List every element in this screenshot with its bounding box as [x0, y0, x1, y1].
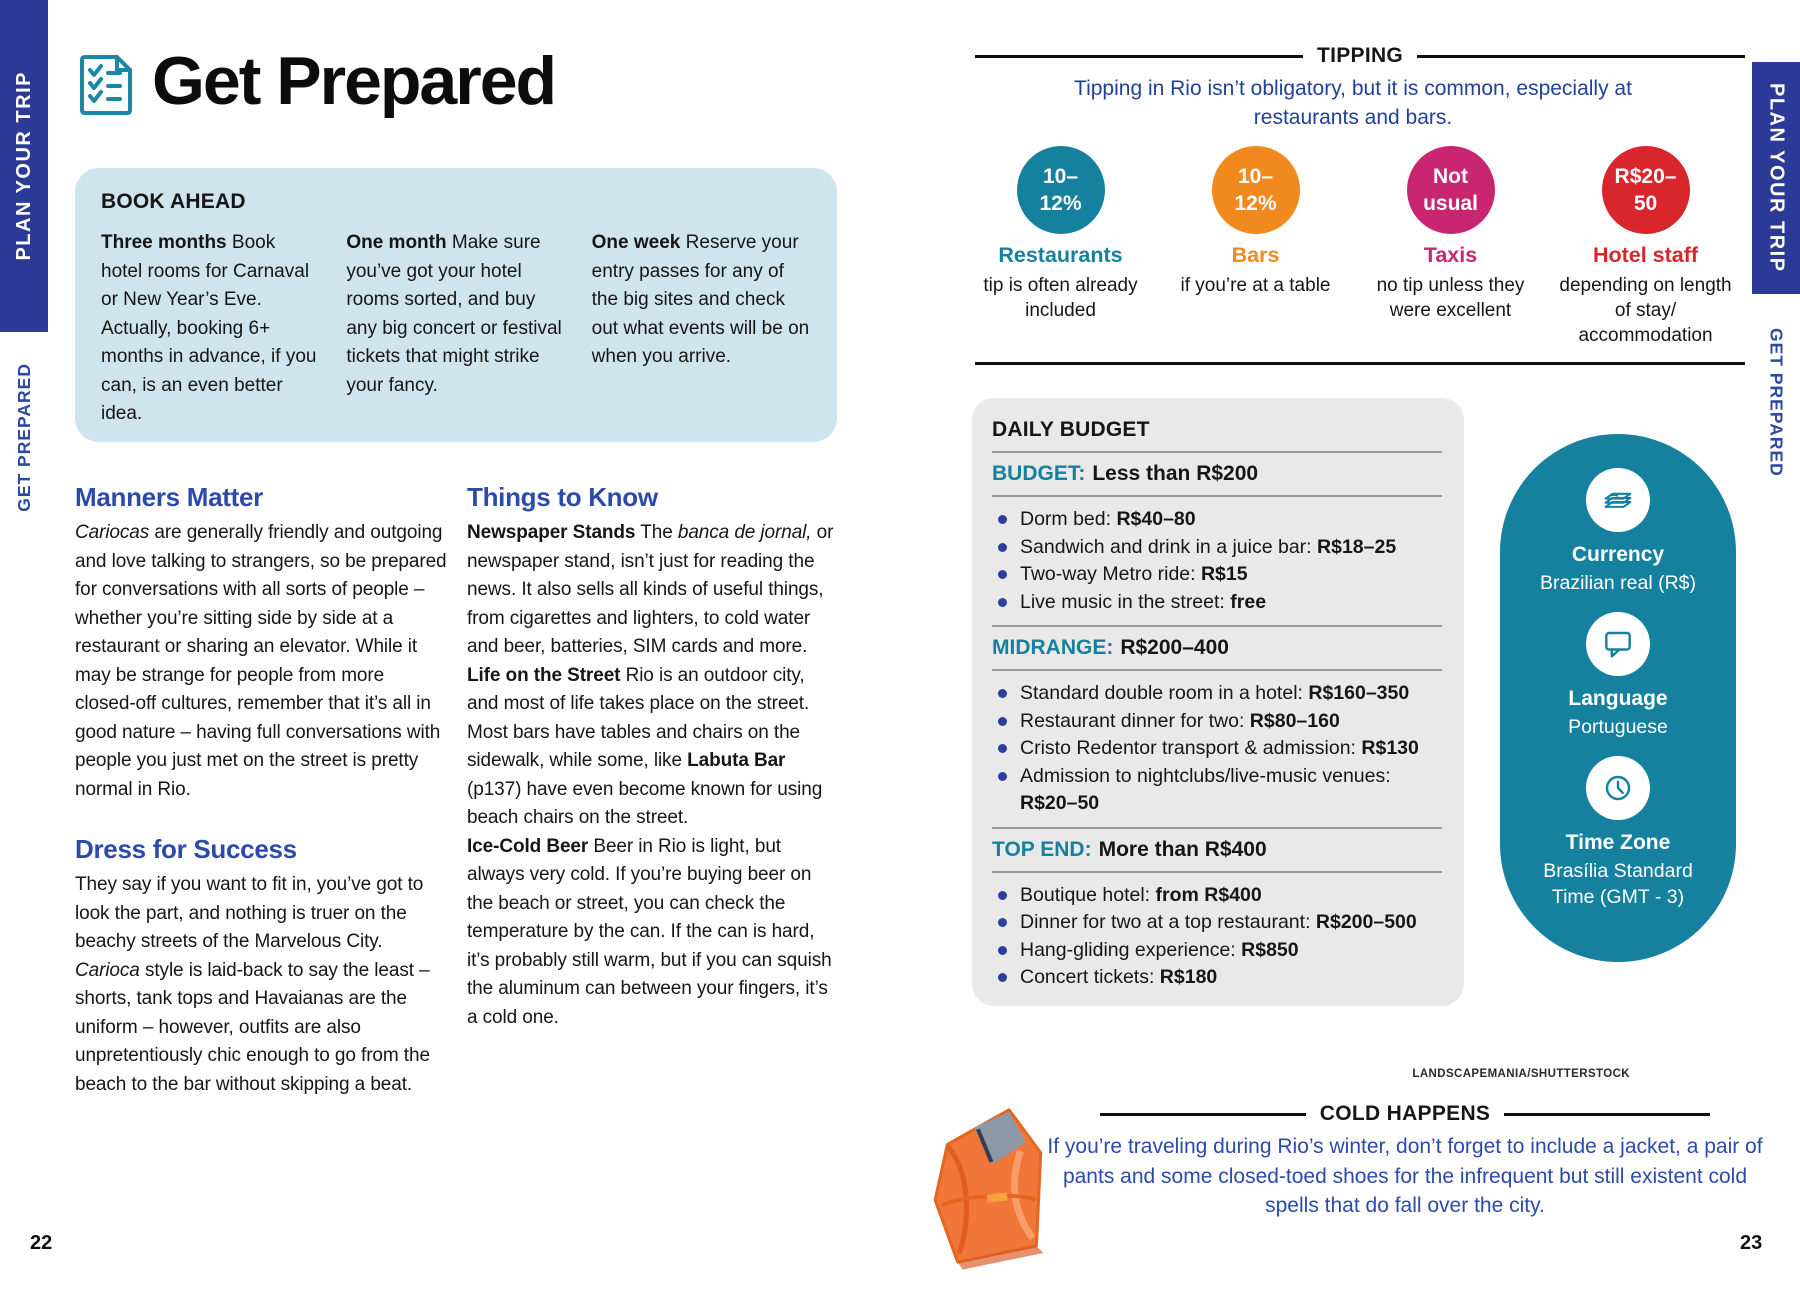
budget-tier-label: TOP END:	[992, 837, 1092, 861]
budget-item-text	[1020, 937, 1442, 965]
tipping-title: TIPPING	[1316, 44, 1404, 67]
budget-item-text	[1020, 589, 1442, 617]
budget-item-text	[1020, 909, 1442, 937]
budget-item	[992, 882, 1442, 910]
budget-rule	[992, 827, 1442, 829]
right-sidebar-band	[1752, 62, 1800, 294]
fact-time-zone	[1520, 756, 1716, 910]
tip-item-hotel-staff	[1548, 146, 1743, 348]
book-ahead-title: BOOK AHEAD	[101, 190, 246, 213]
tip-caption: tip is often already included	[983, 275, 1138, 321]
left-plan-your-trip-label: PLAN YOUR TRIP	[12, 71, 35, 261]
text-segment: or newspaper stand, isn’t just for reading the news. It also sells all kinds of useful things, from cigarettes and lighters, to cold water and beer, batteries, SIM cards and more.	[467, 522, 834, 657]
text-segment: R$160–350	[1308, 682, 1410, 704]
budget-item	[992, 763, 1442, 818]
text-segment: Live music in the street:	[1020, 590, 1231, 613]
text-segment: Three months	[101, 232, 227, 253]
text-segment: R$850	[1241, 938, 1299, 961]
budget-tier-range: Less than R$200	[1092, 462, 1259, 485]
text-segment: They say if you want to fit in, you’ve got to look the part, and nothing is truer on the beachy streets of the Marvelous City.	[75, 874, 424, 952]
tipping-rule-right	[1417, 55, 1745, 58]
budget-rule	[992, 451, 1442, 453]
text-segment: R$40–80	[1116, 508, 1196, 530]
book-ahead-columns	[101, 229, 811, 429]
budget-item-list	[992, 882, 1442, 992]
fact-language	[1520, 612, 1716, 740]
checklist-icon	[77, 52, 135, 123]
text-segment: One month	[346, 232, 447, 253]
fact-label: Time Zone	[1565, 831, 1671, 854]
things-to-know-column	[467, 482, 839, 1032]
fact-value: Portuguese	[1568, 716, 1668, 738]
tip-caption: no tip unless they were excellent	[1376, 275, 1525, 321]
speech-bubble-icon	[1596, 622, 1640, 666]
bullet-dot-icon	[998, 946, 1007, 955]
fact-label: Currency	[1571, 543, 1665, 566]
budget-item-text	[1020, 735, 1442, 763]
cold-happens-rule-right	[1504, 1113, 1710, 1116]
fact-icon-circle	[1586, 468, 1650, 532]
tipping-rule-left	[975, 55, 1303, 58]
budget-item	[992, 506, 1442, 534]
budget-item-text	[1020, 763, 1442, 818]
tip-amount-line: 10–	[1237, 165, 1274, 188]
text-segment: R$15	[1200, 563, 1248, 585]
text-segment: (p137) have even become known for using beach chairs on the street.	[467, 778, 823, 828]
text-segment: One week	[591, 232, 681, 253]
budget-tier-heading	[992, 838, 1442, 862]
book-ahead-column-2	[346, 229, 565, 429]
tip-caption: if you’re at a table	[1180, 275, 1331, 296]
budget-tier-range: More than R$400	[1098, 837, 1267, 861]
things-to-know-heading: Things to Know	[467, 482, 658, 512]
fact-icon-circle	[1586, 756, 1650, 820]
banknotes-icon	[1596, 478, 1640, 522]
budget-tier-label: MIDRANGE:	[992, 636, 1114, 659]
fact-value: Brasília Standard Time (GMT - 3)	[1543, 860, 1693, 908]
tip-amount-circle	[1407, 146, 1495, 234]
cold-happens-header	[1100, 1102, 1710, 1126]
daily-budget-box	[972, 398, 1464, 1006]
tipping-items	[963, 146, 1743, 348]
left-get-prepared-label-wrap	[0, 350, 48, 525]
budget-item	[992, 909, 1442, 937]
photo-credit: LANDSCAPEMANIA/SHUTTERSTOCK	[1412, 1068, 1630, 1080]
bullet-dot-icon	[998, 744, 1007, 753]
budget-rule	[992, 669, 1442, 671]
text-segment: style is laid-back to say the least – shorts, tank tops and Havaianas are the uniform – however, outfits are also unpretentiously chic enough to go from the beach to the bar without skipping a beat.	[75, 959, 430, 1095]
text-segment: Standard double room in a hotel:	[1020, 682, 1309, 704]
budget-item-text	[1020, 882, 1442, 910]
tipping-divider	[975, 362, 1745, 365]
text-segment: The	[635, 522, 678, 543]
text-segment: Dorm bed:	[1020, 508, 1117, 530]
budget-tier-heading	[992, 462, 1442, 486]
bullet-dot-icon	[998, 689, 1007, 698]
bullet-dot-icon	[998, 543, 1007, 552]
text-segment: R$18–25	[1317, 535, 1397, 558]
tip-amount-line: 12%	[1039, 192, 1082, 215]
text-segment: Reserve your entry passes for any of the big sites and check out what events will be on when you arrive.	[591, 232, 810, 367]
text-segment: banca de jornal,	[677, 522, 812, 543]
left-sidebar-band	[0, 0, 48, 332]
dress-for-success-text	[75, 871, 447, 1099]
budget-item-text	[1020, 534, 1442, 562]
cold-happens-rule-left	[1100, 1113, 1306, 1116]
tip-caption: depending on length of stay/ accommodation	[1559, 275, 1732, 346]
text-segment: Newspaper Stands	[467, 522, 636, 543]
budget-item-text	[1020, 561, 1442, 589]
text-segment: R$80–160	[1249, 709, 1340, 732]
text-segment: R$130	[1361, 737, 1419, 759]
things-to-know-life-on-street	[467, 662, 839, 833]
budget-item	[992, 561, 1442, 589]
tipping-intro: Tipping in Rio isn’t obligatory, but it is common, especially at restaurants and bars.	[1074, 77, 1632, 129]
tip-amount-circle	[1017, 146, 1105, 234]
dress-for-success-heading: Dress for Success	[75, 834, 297, 864]
text-segment: Rio is an outdoor city, and most of life takes place on the street. Most bars have tables and chairs on the sidewalk, while some, like	[467, 664, 810, 771]
budget-rule	[992, 625, 1442, 627]
budget-item-list	[992, 506, 1442, 616]
manners-matter-text	[75, 519, 447, 804]
cold-happens-text: If you’re traveling during Rio’s winter, don’t forget to include a jacket, a pair of pants and some closed-toed shoes for the infrequent but still existent cold spells that do fall over the city.	[1047, 1135, 1763, 1217]
bullet-dot-icon	[998, 717, 1007, 726]
budget-tier-label: BUDGET:	[992, 462, 1086, 485]
tipping-header	[975, 44, 1745, 68]
text-segment: Hang-gliding experience:	[1020, 938, 1242, 961]
text-segment: Make sure you’ve got your hotel rooms sorted, and buy any big concert or festival tickets that might strike your fancy.	[346, 232, 562, 396]
budget-tier-range: R$200–400	[1120, 636, 1229, 659]
budget-rule	[992, 871, 1442, 873]
text-segment: Book hotel rooms for Carnaval or New Year’s Eve. Actually, booking 6+ months in advance, if you can, is an even better idea.	[101, 232, 317, 424]
bullet-dot-icon	[998, 515, 1007, 524]
text-segment: R$180	[1159, 966, 1218, 988]
bullet-dot-icon	[998, 891, 1007, 900]
text-segment: Beer in Rio is light, but always very cold. If you’re buying beer on the beach or street, you can check the temperature by the can. If the can is hard, it’s probably still warm, but if you can squish the aluminum can between your fingers, it’s a cold one.	[467, 835, 832, 1028]
jacket-photo	[911, 1091, 1074, 1282]
bullet-dot-icon	[998, 570, 1007, 579]
budget-rule	[992, 495, 1442, 497]
tip-item-taxis	[1353, 146, 1548, 348]
right-get-prepared-label: GET PREPARED	[1766, 328, 1787, 477]
right-page-number: 23	[1740, 1232, 1763, 1254]
budget-item	[992, 534, 1442, 562]
daily-budget-title: DAILY BUDGET	[992, 418, 1150, 441]
budget-item	[992, 964, 1442, 992]
book-ahead-column-1	[101, 229, 320, 429]
text-segment: Dinner for two at a top restaurant:	[1020, 911, 1316, 933]
budget-item	[992, 708, 1442, 736]
text-segment: Cariocas	[75, 522, 150, 543]
left-page-number: 22	[30, 1232, 53, 1254]
text-segment: Sandwich and drink in a juice bar:	[1020, 535, 1318, 558]
right-plan-your-trip-label: PLAN YOUR TRIP	[1765, 83, 1788, 273]
tip-item-restaurants	[963, 146, 1158, 348]
tip-amount-line: 10–	[1042, 165, 1079, 188]
fact-value: Brazilian real (R$)	[1539, 572, 1697, 594]
text-segment: Life on the Street	[467, 664, 621, 686]
text-segment: Two-way Metro ride:	[1020, 563, 1201, 585]
text-segment: from R$400	[1155, 883, 1262, 906]
tip-category-label: Bars	[1231, 243, 1280, 267]
tip-item-bars	[1158, 146, 1353, 348]
text-segment: R$20–50	[1020, 792, 1100, 814]
manners-matter-heading: Manners Matter	[75, 482, 263, 512]
things-to-know-ice-cold-beer	[467, 833, 839, 1033]
clock-icon	[1596, 766, 1640, 810]
budget-item-text	[1020, 506, 1442, 534]
budget-item-text	[1020, 708, 1442, 736]
budget-item	[992, 735, 1442, 763]
tip-amount-line: 50	[1633, 192, 1658, 215]
text-segment: Carioca	[75, 959, 140, 981]
book-ahead-box	[75, 168, 837, 442]
text-segment: free	[1230, 590, 1267, 613]
fact-icon-circle	[1586, 612, 1650, 676]
book-ahead-column-3	[592, 229, 811, 429]
left-get-prepared-label: GET PREPARED	[13, 363, 34, 512]
tip-category-label: Hotel staff	[1592, 243, 1699, 267]
tip-amount-circle	[1212, 146, 1300, 234]
text-segment: Cristo Redentor transport & admission:	[1020, 737, 1362, 759]
fact-label: Language	[1568, 687, 1668, 710]
tip-amount-line: usual	[1423, 192, 1478, 215]
budget-item	[992, 680, 1442, 708]
bullet-dot-icon	[998, 918, 1007, 927]
text-segment: R$200–500	[1315, 911, 1417, 933]
bullet-dot-icon	[998, 772, 1007, 781]
facts-panel	[1500, 434, 1736, 962]
right-get-prepared-label-wrap	[1752, 310, 1800, 495]
tip-category-label: Restaurants	[998, 243, 1123, 267]
text-segment: Ice-Cold Beer	[467, 835, 589, 857]
tip-amount-line: Not	[1433, 165, 1468, 188]
text-segment: Restaurant dinner for two:	[1020, 709, 1250, 732]
tip-amount-circle	[1602, 146, 1690, 234]
things-to-know-newspaper-stands	[467, 519, 839, 662]
budget-item-text	[1020, 680, 1442, 708]
daily-budget-body	[992, 451, 1442, 992]
tip-category-label: Taxis	[1423, 243, 1478, 267]
budget-item	[992, 937, 1442, 965]
bullet-dot-icon	[998, 598, 1007, 607]
text-segment: Labuta Bar	[687, 750, 786, 771]
budget-item-text	[1020, 964, 1442, 992]
text-segment: are generally friendly and outgoing and love talking to strangers, so be prepared for conversations with all sorts of people – whether you’re sitting side by side at a restaurant or sharing an elevator. While it may be strange for people from more closed-off cultures, remember that it’s all in good nature – having full conversations with people you just met on the street is pretty normal in Rio.	[75, 522, 447, 800]
budget-item	[992, 589, 1442, 617]
text-segment: Boutique hotel:	[1020, 883, 1156, 906]
page-title: Get Prepared	[152, 43, 556, 119]
text-segment: Concert tickets:	[1020, 966, 1160, 988]
bullet-dot-icon	[998, 973, 1007, 982]
cold-happens-title: COLD HAPPENS	[1319, 1102, 1491, 1125]
budget-tier-heading	[992, 636, 1442, 660]
budget-item-list	[992, 680, 1442, 818]
text-segment: Admission to nightclubs/live-music venues:	[1020, 764, 1391, 787]
tip-amount-line: R$20–	[1614, 165, 1677, 188]
left-text-column	[75, 482, 447, 1099]
fact-currency	[1520, 468, 1716, 596]
tip-amount-line: 12%	[1234, 192, 1277, 215]
